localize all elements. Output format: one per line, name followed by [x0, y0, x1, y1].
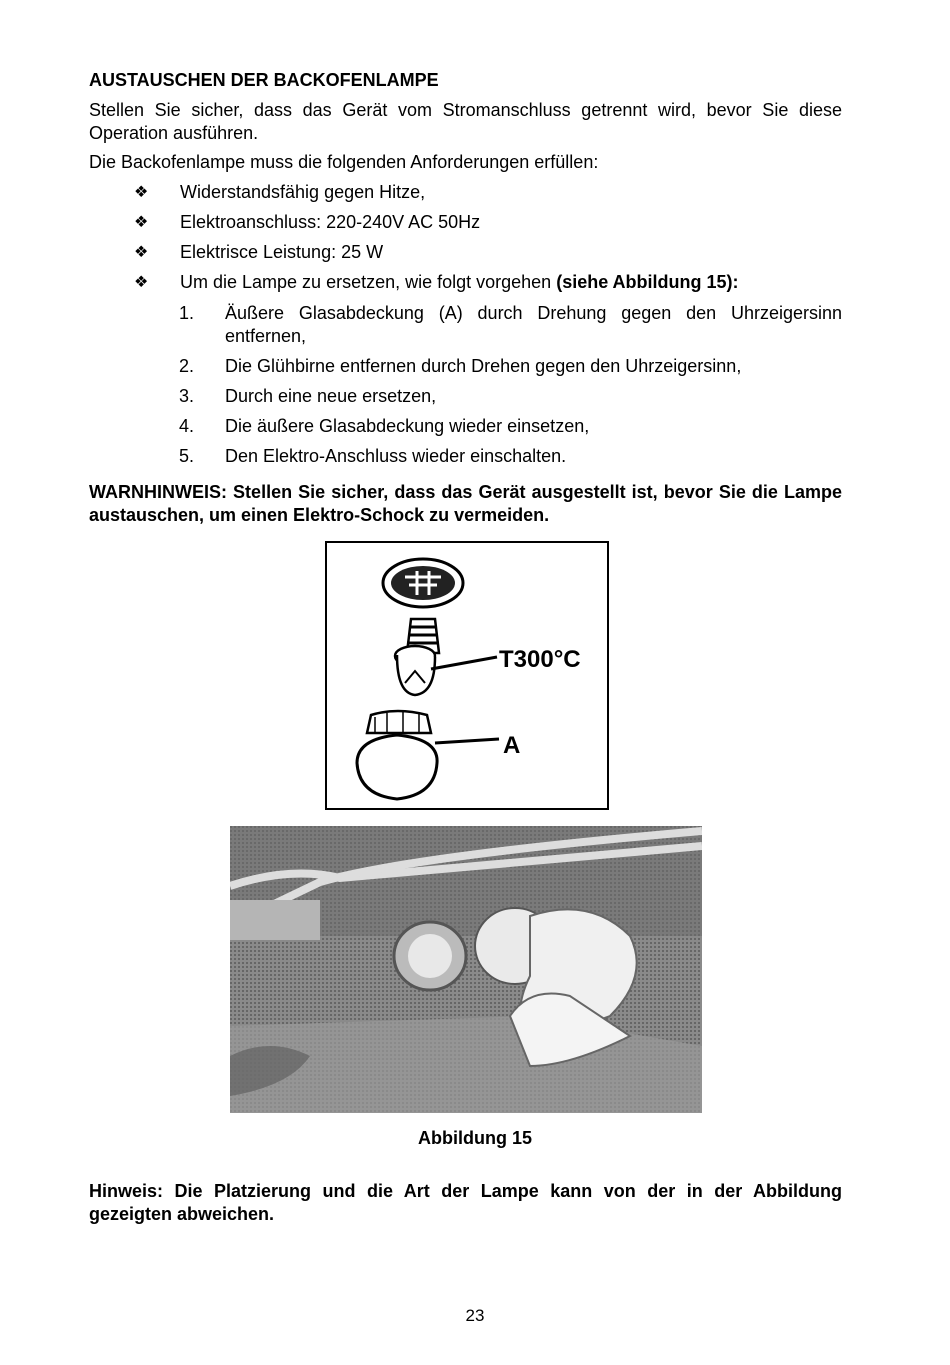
- diamond-bullet-icon: ❖: [134, 214, 149, 231]
- list-item-text: Um die Lampe zu ersetzen, wie folgt vorgehen: [180, 272, 557, 292]
- section-heading: AUSTAUSCHEN DER BACKOFENLAMPE: [89, 70, 439, 90]
- list-item-text: Widerstandsfähig gegen Hitze,: [180, 182, 426, 202]
- figure-reference: (siehe Abbildung 15):: [556, 272, 739, 292]
- step-text: Äußere Glasabdeckung (A) durch Drehung gegen den Uhrzeigersinn entfernen,: [225, 303, 842, 346]
- figure-caption: Abbildung 15: [418, 1128, 532, 1148]
- diamond-bullet-icon: ❖: [134, 184, 149, 201]
- temperature-label: T300°C: [499, 646, 581, 673]
- warning-paragraph: WARNHINWEIS: Stellen Sie sicher, dass das Gerät ausgestellt ist, bevor Sie die Lampe austauschen, um einen Elektro-Schock zu vermeiden.: [89, 482, 842, 525]
- step-item: [179, 415, 842, 438]
- step-item: [179, 445, 842, 468]
- requirements-intro: Die Backofenlampe muss die folgenden Anforderungen erfüllen:: [89, 152, 599, 172]
- list-item: [134, 181, 842, 204]
- list-item: [134, 211, 842, 234]
- step-number: 4.: [179, 416, 195, 436]
- step-number: 2.: [179, 356, 195, 376]
- list-item-text: Elektrisce Leistung: 25 W: [180, 242, 384, 262]
- step-text: Durch eine neue ersetzen,: [225, 386, 437, 406]
- diamond-bullet-icon: ❖: [134, 244, 149, 261]
- step-text: Die Glühbirne entfernen durch Drehen gegen den Uhrzeigersinn,: [225, 356, 742, 376]
- step-item: [179, 355, 842, 378]
- list-item-text: Elektroanschluss: 220-240V AC 50Hz: [180, 212, 481, 232]
- page-number: 23: [465, 1306, 485, 1325]
- intro-paragraph: Stellen Sie sicher, dass das Gerät vom Stromanschluss getrennt wird, bevor Sie diese Operation ausführen.: [89, 100, 842, 143]
- step-number: 1.: [179, 303, 195, 323]
- requirements-list: [134, 181, 842, 301]
- lamp-diagram: [325, 541, 609, 810]
- lamp-diagram-illustration: [327, 543, 607, 808]
- step-number: 5.: [179, 446, 195, 466]
- step-item: [179, 302, 842, 348]
- cover-label: A: [503, 732, 521, 759]
- note-paragraph: Hinweis: Die Platzierung und die Art der Lampe kann von der in der Abbildung gezeigten abweichen.: [89, 1181, 842, 1224]
- procedure-steps: [179, 302, 842, 475]
- step-text: Den Elektro-Anschluss wieder einschalten.: [225, 446, 567, 466]
- step-item: [179, 385, 842, 408]
- diamond-bullet-icon: ❖: [134, 274, 149, 291]
- step-text: Die äußere Glasabdeckung wieder einsetzen,: [225, 416, 590, 436]
- step-number: 3.: [179, 386, 195, 406]
- list-item: [134, 271, 842, 294]
- oven-lamp-photo: [230, 826, 702, 1113]
- list-item: [134, 241, 842, 264]
